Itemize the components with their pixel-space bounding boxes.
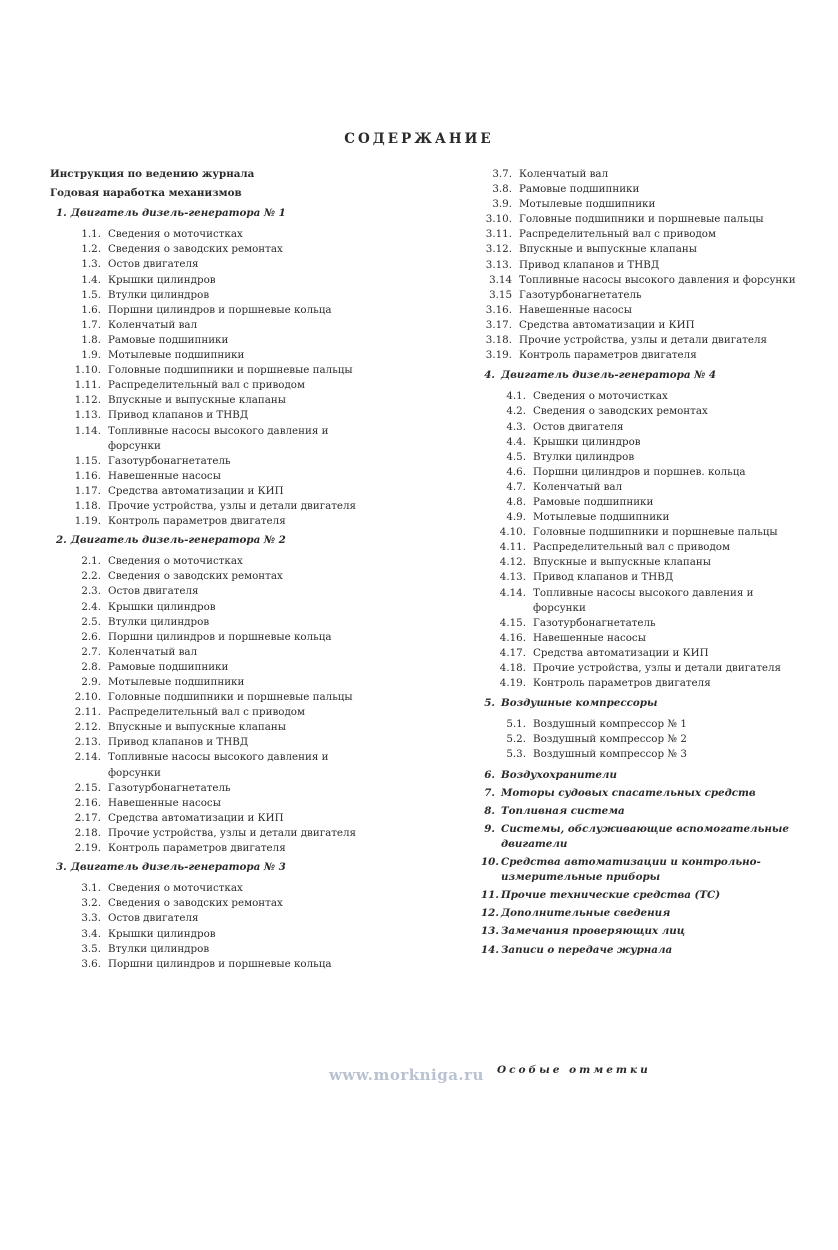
toc-item-label: Впускные и выпускные клапаны bbox=[519, 243, 697, 256]
toc-item-label: Рамовые подшипники bbox=[533, 495, 654, 508]
toc-item[interactable] bbox=[70, 630, 380, 645]
toc-section-heading[interactable] bbox=[481, 888, 806, 903]
right-column bbox=[481, 167, 806, 961]
toc-item-number: 3.16. bbox=[485, 303, 512, 316]
toc-section-number: 12. bbox=[481, 907, 499, 920]
toc-item[interactable] bbox=[481, 212, 806, 227]
toc-item[interactable] bbox=[495, 420, 806, 435]
toc-section-label: Прочие технические средства (ТС) bbox=[501, 889, 721, 902]
toc-item-label: Мотылевые подшипники bbox=[519, 198, 656, 211]
toc-item-label: Остов двигателя bbox=[533, 420, 624, 433]
toc-item-number: 5.1. bbox=[506, 718, 526, 731]
toc-item[interactable] bbox=[495, 646, 806, 661]
toc-item-label: Мотылевые подшипники bbox=[108, 349, 245, 362]
toc-item-label: Крышки цилиндров bbox=[108, 927, 216, 940]
toc-section-heading[interactable] bbox=[56, 860, 380, 875]
toc-section-number: 3. bbox=[56, 861, 67, 874]
toc-item[interactable] bbox=[70, 333, 380, 348]
toc-item-label: Рамовые подшипники bbox=[108, 333, 229, 346]
toc-item-label: Топливные насосы высокого давления и форсунки bbox=[519, 273, 796, 286]
toc-item-label: Распределительный вал с приводом bbox=[533, 541, 731, 554]
toc-item-number: 3.1. bbox=[81, 882, 101, 895]
toc-item-label: Втулки цилиндров bbox=[108, 288, 210, 301]
toc-item-number: 2.11. bbox=[74, 706, 101, 719]
toc-item-label: Втулки цилиндров bbox=[533, 450, 635, 463]
toc-item-label: Рамовые подшипники bbox=[519, 183, 640, 196]
toc-item[interactable] bbox=[70, 690, 380, 705]
toc-item-label: Головные подшипники и поршневые пальцы bbox=[108, 364, 353, 377]
toc-section-number: 14. bbox=[481, 943, 499, 956]
toc-item-number: 5.3. bbox=[506, 748, 526, 761]
toc-item-label: Крышки цилиндров bbox=[108, 273, 216, 286]
toc-item[interactable] bbox=[70, 288, 380, 303]
right-tail-sections bbox=[481, 768, 806, 958]
toc-item-number: 4.8. bbox=[506, 495, 526, 508]
toc-item[interactable] bbox=[481, 273, 806, 288]
toc-item-label: Сведения о моточистках bbox=[108, 228, 243, 241]
toc-item[interactable] bbox=[70, 705, 380, 720]
toc-item-label: Сведения о заводских ремонтах bbox=[533, 405, 708, 418]
toc-item-label: Средства автоматизации и КИП bbox=[108, 484, 284, 497]
toc-item-label: Газотурбонагнетатель bbox=[108, 781, 231, 794]
toc-item-number: 2.16. bbox=[74, 796, 101, 809]
toc-item[interactable] bbox=[70, 514, 380, 529]
toc-item-label: Коленчатый вал bbox=[519, 168, 609, 180]
toc-item[interactable] bbox=[495, 717, 806, 732]
toc-item[interactable] bbox=[481, 227, 806, 242]
toc-intro-instruction[interactable]: Инструкция по ведению журнала bbox=[50, 168, 255, 180]
toc-item[interactable] bbox=[70, 303, 380, 318]
toc-item-label: Мотылевые подшипники bbox=[108, 676, 245, 688]
toc-item-label: Воздушный компрессор № 3 bbox=[533, 748, 687, 761]
toc-item-label: Воздушный компрессор № 1 bbox=[533, 718, 687, 731]
toc-item[interactable] bbox=[495, 570, 806, 585]
toc-item[interactable] bbox=[70, 348, 380, 363]
toc-item[interactable] bbox=[481, 242, 806, 257]
toc-item-number: 1.12. bbox=[74, 394, 101, 407]
toc-item[interactable] bbox=[70, 750, 380, 780]
toc-section-number: 5. bbox=[484, 697, 495, 710]
toc-item[interactable] bbox=[495, 631, 806, 646]
toc-item[interactable] bbox=[70, 424, 380, 454]
toc-item-number: 4.2. bbox=[506, 405, 526, 418]
toc-item-number: 1.19. bbox=[74, 515, 101, 528]
toc-section-heading[interactable] bbox=[481, 822, 806, 852]
toc-item-label: Поршни цилиндров и поршнев. кольца bbox=[533, 465, 746, 478]
toc-item[interactable] bbox=[70, 363, 380, 378]
toc-item-number: 3.5. bbox=[81, 942, 101, 955]
toc-item[interactable] bbox=[70, 378, 380, 393]
toc-section-number: 8. bbox=[484, 804, 495, 817]
toc-item[interactable] bbox=[70, 408, 380, 423]
toc-item-number: 1.9. bbox=[81, 349, 101, 362]
toc-item[interactable] bbox=[70, 318, 380, 333]
toc-item-number: 4.16. bbox=[499, 631, 526, 644]
toc-item[interactable] bbox=[495, 747, 806, 762]
toc-section-label: Двигатель дизель-генератора № 3 bbox=[70, 861, 286, 874]
toc-item-label: Головные подшипники и поршневые пальцы bbox=[533, 526, 778, 539]
toc-item-number: 3.7. bbox=[492, 168, 512, 180]
toc-item-number: 2.9. bbox=[81, 676, 101, 688]
toc-section-number: 9. bbox=[484, 822, 495, 835]
toc-item[interactable] bbox=[70, 957, 380, 972]
toc-item[interactable] bbox=[70, 720, 380, 735]
toc-item-number: 3.6. bbox=[81, 957, 101, 970]
toc-item-label: Распределительный вал с приводом bbox=[108, 379, 306, 392]
toc-item[interactable] bbox=[70, 469, 380, 484]
toc-item-label: Сведения о моточистках bbox=[533, 390, 668, 403]
toc-item[interactable] bbox=[70, 781, 380, 796]
toc-item-number: 1.8. bbox=[81, 333, 101, 346]
toc-item[interactable] bbox=[70, 675, 380, 690]
toc-item-number: 1.15. bbox=[74, 454, 101, 467]
toc-item-number: 2.1. bbox=[81, 555, 101, 568]
toc-item-number: 4.11. bbox=[499, 541, 526, 554]
toc-item-label: Впускные и выпускные клапаны bbox=[533, 556, 711, 569]
toc-item-number: 1.14. bbox=[74, 424, 101, 437]
toc-item-label: Контроль параметров двигателя bbox=[519, 349, 697, 362]
toc-item-label: Прочие устройства, узлы и детали двигателя bbox=[108, 499, 357, 512]
toc-item-label: Прочие устройства, узлы и детали двигателя bbox=[519, 334, 768, 347]
toc-item-number: 3.4. bbox=[81, 927, 101, 940]
toc-item[interactable] bbox=[70, 454, 380, 469]
toc-item-number: 1.18. bbox=[74, 499, 101, 512]
toc-item[interactable] bbox=[70, 569, 380, 584]
toc-item-number: 3.8. bbox=[492, 183, 512, 196]
section-5 bbox=[481, 696, 806, 762]
toc-section-heading[interactable] bbox=[481, 906, 806, 921]
toc-section-label: Замечания проверяющих лиц bbox=[501, 925, 686, 938]
toc-section-label: Воздухохранители bbox=[501, 768, 617, 781]
toc-item-label: Поршни цилиндров и поршневые кольца bbox=[108, 630, 332, 643]
toc-item-label: Топливные насосы высокого давления и форсунки bbox=[108, 424, 329, 452]
toc-section-number: 6. bbox=[484, 768, 495, 781]
toc-item[interactable] bbox=[495, 525, 806, 540]
toc-item[interactable] bbox=[495, 465, 806, 480]
toc-item[interactable] bbox=[70, 499, 380, 514]
toc-item-label: Средства автоматизации и КИП bbox=[533, 646, 709, 659]
toc-item-label: Крышки цилиндров bbox=[533, 435, 641, 448]
toc-item-label: Рамовые подшипники bbox=[108, 660, 229, 673]
toc-item-number: 2.4. bbox=[81, 600, 101, 613]
toc-item-label: Коленчатый вал bbox=[533, 480, 623, 493]
toc-item-label: Сведения о моточистках bbox=[108, 555, 243, 568]
toc-item[interactable] bbox=[70, 242, 380, 257]
toc-section-number: 11. bbox=[481, 889, 499, 902]
toc-item[interactable] bbox=[481, 303, 806, 318]
toc-item[interactable] bbox=[495, 676, 806, 691]
toc-item[interactable] bbox=[495, 450, 806, 465]
toc-item-number: 2.14. bbox=[74, 751, 101, 764]
toc-section-label: Двигатель дизель-генератора № 2 bbox=[70, 534, 286, 547]
toc-item[interactable] bbox=[481, 197, 806, 212]
toc-item-label: Контроль параметров двигателя bbox=[108, 515, 286, 528]
toc-item-label: Сведения о заводских ремонтах bbox=[108, 243, 283, 256]
toc-item-label: Газотурбонагнетатель bbox=[533, 616, 656, 629]
toc-section-number: 10. bbox=[481, 856, 499, 869]
toc-item[interactable] bbox=[70, 660, 380, 675]
toc-item-label: Газотурбонагнетатель bbox=[108, 454, 231, 467]
toc-item-number: 4.19. bbox=[499, 677, 526, 690]
toc-item[interactable] bbox=[495, 586, 806, 616]
toc-item-number: 2.15. bbox=[74, 781, 101, 794]
toc-item-number: 4.3. bbox=[506, 420, 526, 433]
toc-item-number: 2.18. bbox=[74, 826, 101, 839]
toc-item-label: Средства автоматизации и КИП bbox=[519, 318, 695, 331]
toc-item-label: Навешенные насосы bbox=[533, 631, 646, 644]
toc-item-number: 3.3. bbox=[81, 912, 101, 925]
toc-item-label: Топливные насосы высокого давления и форсунки bbox=[533, 586, 754, 614]
toc-item[interactable] bbox=[495, 510, 806, 525]
toc-item[interactable] bbox=[481, 318, 806, 333]
special-notes[interactable]: Особые отметки bbox=[497, 1064, 651, 1076]
toc-item[interactable] bbox=[495, 404, 806, 419]
toc-section-label: Дополнительные сведения bbox=[501, 907, 671, 920]
toc-item-number: 1.3. bbox=[81, 258, 101, 271]
toc-item[interactable] bbox=[495, 555, 806, 570]
toc-item-label: Остов двигателя bbox=[108, 585, 199, 598]
section-4 bbox=[481, 368, 806, 691]
toc-item[interactable] bbox=[70, 600, 380, 615]
toc-item-number: 4.14. bbox=[499, 586, 526, 599]
left-sections bbox=[50, 206, 380, 972]
toc-item[interactable] bbox=[481, 167, 806, 182]
toc-item[interactable] bbox=[70, 881, 380, 896]
toc-section-label: Воздушные компрессоры bbox=[501, 697, 658, 710]
toc-item-number: 2.17. bbox=[74, 811, 101, 824]
toc-item-number: 1.4. bbox=[81, 273, 101, 286]
toc-item[interactable] bbox=[70, 273, 380, 288]
toc-item-number: 1.6. bbox=[81, 303, 101, 316]
toc-item-number: 4.4. bbox=[506, 435, 526, 448]
toc-section-number: 7. bbox=[484, 786, 495, 799]
toc-item[interactable] bbox=[70, 896, 380, 911]
toc-item-label: Втулки цилиндров bbox=[108, 615, 210, 628]
toc-item-label: Сведения о заводских ремонтах bbox=[108, 570, 283, 583]
toc-item-number: 1.2. bbox=[81, 243, 101, 256]
toc-item[interactable] bbox=[481, 288, 806, 303]
toc-section-heading[interactable] bbox=[481, 924, 806, 939]
toc-item-label: Втулки цилиндров bbox=[108, 942, 210, 955]
toc-item[interactable] bbox=[481, 333, 806, 348]
toc-section-label: Средства автоматизации и контрольно-измерительные приборы bbox=[501, 856, 761, 884]
toc-item-label: Остов двигателя bbox=[108, 258, 199, 271]
toc-item-label: Головные подшипники и поршневые пальцы bbox=[108, 691, 353, 704]
toc-item-number: 3.13. bbox=[485, 258, 512, 271]
toc-item-number: 3.17. bbox=[485, 318, 512, 331]
toc-item-number: 4.5. bbox=[506, 450, 526, 463]
right-continuation bbox=[481, 167, 806, 363]
toc-section-label: Двигатель дизель-генератора № 4 bbox=[501, 369, 717, 382]
toc-item[interactable] bbox=[481, 258, 806, 273]
toc-item-label: Остов двигателя bbox=[108, 912, 199, 925]
toc-item-number: 4.18. bbox=[499, 662, 526, 674]
toc-item-label: Поршни цилиндров и поршневые кольца bbox=[108, 957, 332, 970]
toc-item-number: 4.12. bbox=[499, 556, 526, 569]
toc-item-number: 3.18. bbox=[485, 334, 512, 347]
toc-item-number: 1.16. bbox=[74, 469, 101, 482]
toc-item-number: 2.13. bbox=[74, 736, 101, 749]
toc-item[interactable] bbox=[70, 393, 380, 408]
toc-item-number: 4.9. bbox=[506, 511, 526, 524]
toc-item-label: Крышки цилиндров bbox=[108, 600, 216, 613]
toc-section-heading[interactable] bbox=[56, 206, 380, 221]
toc-item[interactable] bbox=[70, 257, 380, 272]
toc-item[interactable] bbox=[495, 732, 806, 747]
toc-item-number: 3.14 bbox=[489, 273, 512, 286]
toc-item[interactable] bbox=[70, 484, 380, 499]
toc-item-number: 2.5. bbox=[81, 615, 101, 628]
toc-section-heading[interactable] bbox=[481, 804, 806, 819]
toc-item[interactable] bbox=[481, 182, 806, 197]
toc-section-heading[interactable] bbox=[481, 768, 806, 783]
toc-item[interactable] bbox=[70, 227, 380, 242]
toc-item-label: Привод клапанов и ТНВД bbox=[108, 409, 249, 422]
toc-item-label: Навешенные насосы bbox=[108, 796, 221, 809]
left-column bbox=[50, 167, 380, 972]
toc-section-number: 2. bbox=[56, 534, 67, 547]
toc-item-number: 2.6. bbox=[81, 630, 101, 643]
toc-section-label: Топливная система bbox=[501, 804, 625, 817]
toc-item-label: Впускные и выпускные клапаны bbox=[108, 721, 286, 734]
toc-item[interactable] bbox=[70, 811, 380, 826]
watermark: www.morkniga.ru bbox=[329, 1066, 484, 1084]
toc-section-label: Системы, обслуживающие вспомогательные двигатели bbox=[501, 822, 789, 850]
toc-item-number: 3.9. bbox=[492, 198, 512, 211]
toc-item[interactable] bbox=[70, 796, 380, 811]
toc-item-number: 3.11. bbox=[485, 228, 512, 241]
toc-item-number: 1.11. bbox=[74, 379, 101, 392]
toc-item-number: 2.8. bbox=[81, 660, 101, 673]
toc-item-label: Коленчатый вал bbox=[108, 318, 198, 331]
toc-item-number: 4.17. bbox=[499, 646, 526, 659]
toc-section-heading[interactable] bbox=[481, 696, 806, 711]
toc-item[interactable] bbox=[495, 661, 806, 676]
toc-item-number: 2.19. bbox=[74, 842, 101, 855]
toc-item[interactable] bbox=[495, 480, 806, 495]
toc-item-label: Распределительный вал с приводом bbox=[519, 228, 717, 241]
toc-item-number: 1.7. bbox=[81, 318, 101, 331]
toc-item-number: 3.12. bbox=[485, 243, 512, 256]
toc-item-label: Коленчатый вал bbox=[108, 645, 198, 658]
toc-section-heading[interactable] bbox=[481, 943, 806, 958]
toc-item-number: 3.10. bbox=[485, 213, 512, 226]
toc-item-number: 4.13. bbox=[499, 571, 526, 584]
toc-item[interactable] bbox=[495, 495, 806, 510]
toc-item-label: Привод клапанов и ТНВД bbox=[519, 258, 660, 271]
toc-item[interactable] bbox=[70, 942, 380, 957]
toc-intro-annual[interactable]: Годовая наработка механизмов bbox=[50, 187, 242, 200]
toc-section-number: 13. bbox=[481, 925, 499, 938]
toc-section-heading[interactable] bbox=[56, 533, 380, 548]
toc-item-label: Воздушный компрессор № 2 bbox=[533, 733, 687, 746]
toc-item-number: 3.19. bbox=[485, 349, 512, 362]
toc-item-number: 3.15 bbox=[489, 288, 512, 301]
toc-item-number: 4.10. bbox=[499, 526, 526, 539]
toc-item[interactable] bbox=[70, 584, 380, 599]
toc-item-number: 5.2. bbox=[506, 733, 526, 746]
toc-item[interactable] bbox=[495, 435, 806, 450]
toc-item-number: 3.2. bbox=[81, 897, 101, 910]
toc-section-heading[interactable] bbox=[481, 855, 806, 885]
toc-item-number: 4.7. bbox=[506, 480, 526, 493]
toc-item-label: Прочие устройства, узлы и детали двигателя bbox=[108, 826, 357, 839]
toc-item-label: Навешенные насосы bbox=[519, 303, 632, 316]
toc-item-number: 1.1. bbox=[81, 228, 101, 241]
toc-section-label: Записи о передаче журнала bbox=[501, 943, 673, 956]
toc-item-label: Поршни цилиндров и поршневые кольца bbox=[108, 303, 332, 316]
toc-item-number: 4.15. bbox=[499, 616, 526, 629]
toc-item-label: Газотурбонагнетатель bbox=[519, 288, 642, 301]
toc-item[interactable] bbox=[70, 911, 380, 926]
page-title: СОДЕРЖАНИЕ bbox=[344, 131, 494, 147]
toc-section-number: 4. bbox=[484, 369, 495, 382]
toc-item-label: Контроль параметров двигателя bbox=[533, 677, 711, 690]
toc-item-label: Сведения о моточистках bbox=[108, 882, 243, 895]
toc-item-number: 1.13. bbox=[74, 409, 101, 422]
toc-item-label: Распределительный вал с приводом bbox=[108, 706, 306, 719]
toc-item-label: Топливные насосы высокого давления и форсунки bbox=[108, 751, 329, 779]
toc-item-label: Привод клапанов и ТНВД bbox=[108, 736, 249, 749]
toc-item-number: 2.2. bbox=[81, 570, 101, 583]
toc-item-number: 4.1. bbox=[506, 390, 526, 403]
toc-item-label: Контроль параметров двигателя bbox=[108, 842, 286, 855]
toc-item-label: Привод клапанов и ТНВД bbox=[533, 571, 674, 584]
toc-item-number: 2.3. bbox=[81, 585, 101, 598]
toc-section-heading[interactable] bbox=[481, 786, 806, 801]
toc-item-number: 1.17. bbox=[74, 484, 101, 497]
toc-item-number: 1.5. bbox=[81, 288, 101, 301]
toc-item[interactable] bbox=[70, 735, 380, 750]
toc-item-label: Головные подшипники и поршневые пальцы bbox=[519, 213, 764, 226]
toc-item[interactable] bbox=[70, 554, 380, 569]
toc-item-number: 2.7. bbox=[81, 645, 101, 658]
toc-item-label: Мотылевые подшипники bbox=[533, 511, 670, 524]
toc-item[interactable] bbox=[70, 841, 380, 856]
toc-item-number: 4.6. bbox=[506, 465, 526, 478]
toc-item-label: Прочие устройства, узлы и детали двигателя bbox=[533, 662, 782, 674]
toc-item-label: Сведения о заводских ремонтах bbox=[108, 897, 283, 910]
toc-item[interactable] bbox=[495, 540, 806, 555]
toc-section-label: Моторы судовых спасательных средств bbox=[501, 786, 756, 799]
toc-item-number: 2.10. bbox=[74, 691, 101, 704]
toc-item-number: 1.10. bbox=[74, 364, 101, 377]
toc-item[interactable] bbox=[495, 389, 806, 404]
toc-item[interactable] bbox=[70, 645, 380, 660]
toc-section-heading[interactable] bbox=[481, 368, 806, 383]
toc-item-label: Навешенные насосы bbox=[108, 469, 221, 482]
toc-item[interactable] bbox=[70, 927, 380, 942]
toc-item[interactable] bbox=[70, 826, 380, 841]
toc-item[interactable] bbox=[495, 616, 806, 631]
toc-item-label: Средства автоматизации и КИП bbox=[108, 811, 284, 824]
toc-item[interactable] bbox=[70, 615, 380, 630]
toc-item[interactable] bbox=[481, 348, 806, 363]
toc-item-label: Впускные и выпускные клапаны bbox=[108, 394, 286, 407]
toc-section-number: 1. bbox=[56, 207, 67, 220]
toc-item-number: 2.12. bbox=[74, 721, 101, 734]
toc-section-label: Двигатель дизель-генератора № 1 bbox=[70, 207, 286, 220]
